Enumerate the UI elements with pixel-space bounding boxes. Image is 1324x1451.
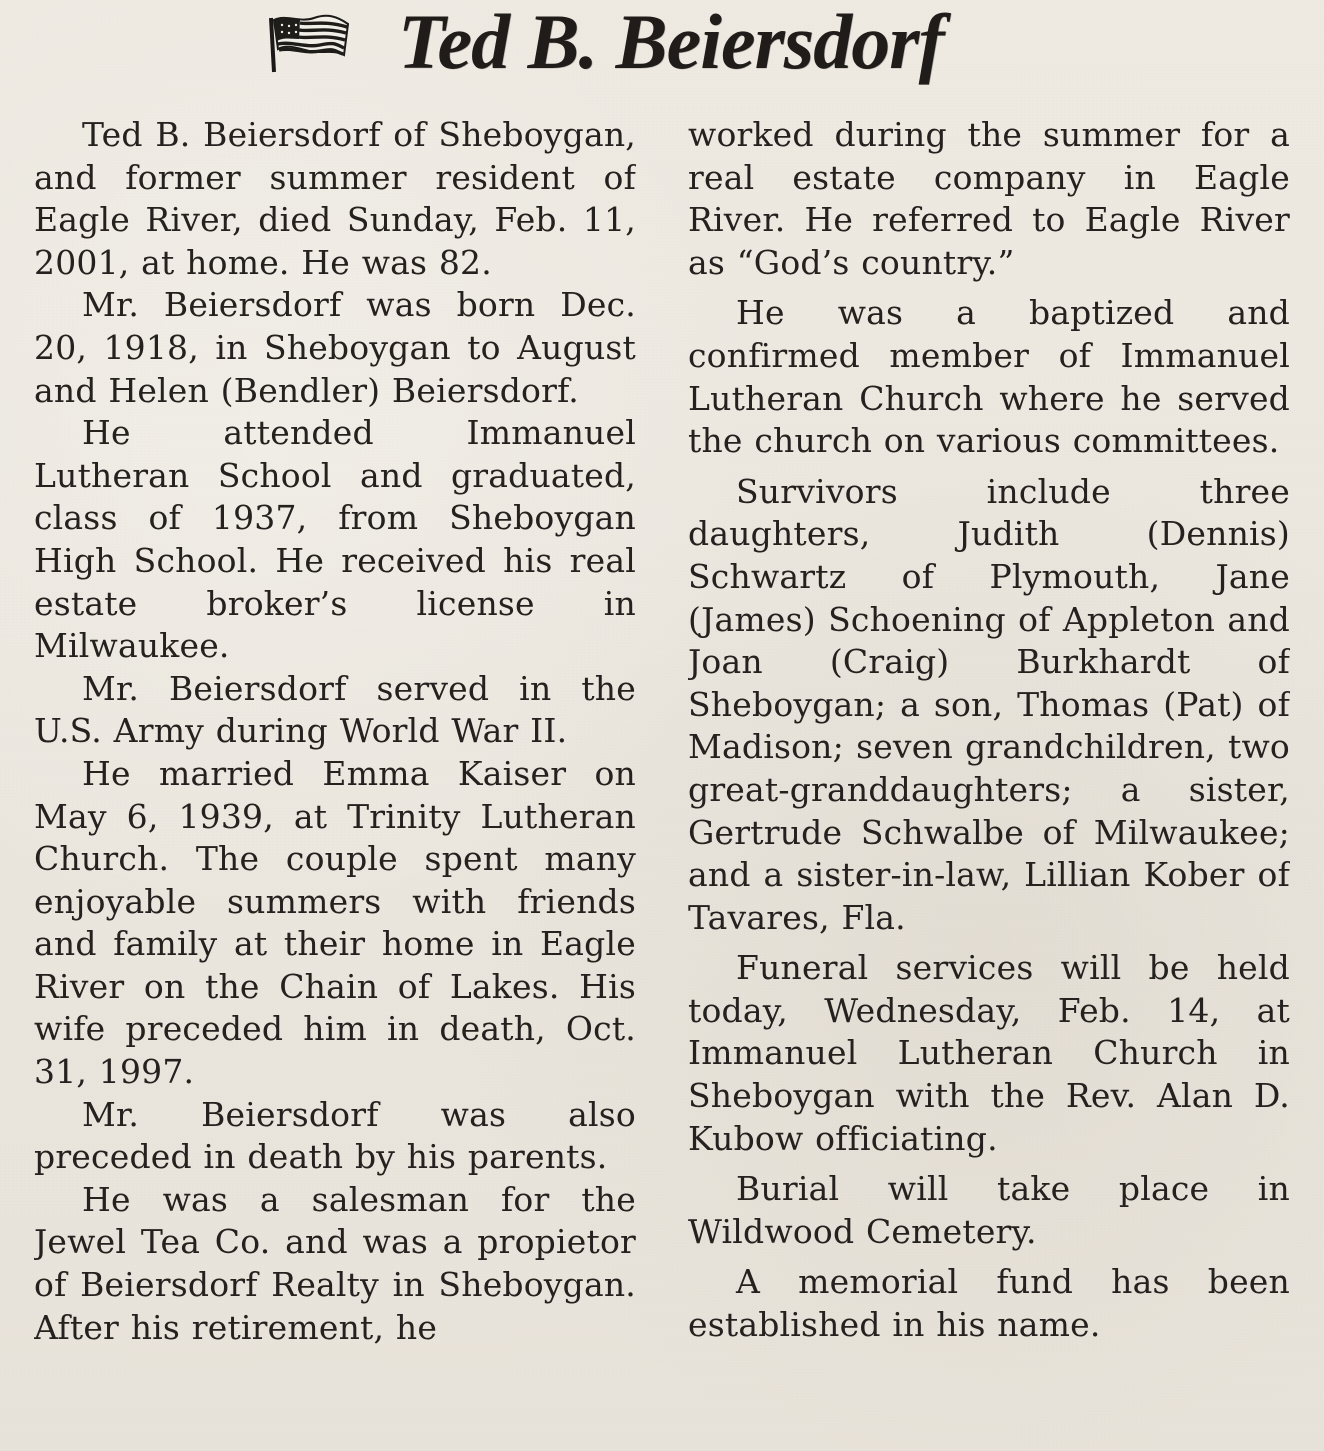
obituary-paragraph: He attended Immanuel Lutheran School and graduated, class of 1937, from Sheboygan High School. He received his real estate broker’s license in Milwaukee. — [34, 413, 636, 666]
obituary-title: Ted B. Beiersdorf — [398, 0, 944, 85]
obituary-paragraph: Ted B. Beiersdorf of Sheboygan, and former summer resident of Eagle River, died Sunday, Feb. 11, 2001, at home. He was 82. — [34, 115, 636, 282]
obituary-paragraph: Mr. Beiersdorf served in the U.S. Army during World War II. — [34, 668, 636, 751]
obituary-header — [0, 0, 1324, 105]
obituary-paragraph: He was a salesman for the Jewel Tea Co. and was a propietor of Beiersdorf Realty in Sheboygan. After his retirement, he — [34, 1179, 636, 1347]
obituary-paragraph: Burial will take place in Wildwood Cemetery. — [688, 1169, 1290, 1251]
obituary-paragraph: He was a baptized and confirmed member of Immanuel Lutheran Church where he served the church on various committees. — [688, 293, 1290, 461]
obituary-paragraph: Mr. Beiersdorf was born Dec. 20, 1918, in Sheboygan to August and Helen (Bendler) Beiersdorf. — [34, 285, 636, 410]
obituary-paragraph: Funeral services will be held today, Wednesday, Feb. 14, at Immanuel Lutheran Church in Sheboygan with the Rev. Alan D. Kubow officiating. — [688, 948, 1290, 1158]
left-text-column — [34, 114, 636, 1434]
obituary-paragraph: A memorial fund has been established in his name. — [688, 1262, 1290, 1345]
obituary-paragraph: Survivors include three daughters, Judith (Dennis) Schwartz of Plymouth, Jane (James) Schoening of Appleton and Joan (Craig) Burkhardt of Sheboygan; a son, Thomas (Pat) of Madison; seven grandchildren, two great-granddaughters; a sister, Gertrude Schwalbe of Milwaukee; and a sister-in-law, Lillian Kober of Tavares, Fla. — [688, 471, 1290, 937]
obituary-paragraph: worked during the summer for a real estate company in Eagle River. He referred to Eagle River as “God’s country.” — [688, 115, 1290, 282]
right-text-column — [688, 114, 1290, 1434]
obituary-paragraph: He married Emma Kaiser on May 6, 1939, at Trinity Lutheran Church. The couple spent many enjoyable summers with friends and family at their home in Eagle River on the Chain of Lakes. His wife preceded him in death, Oct. 31, 1997. — [34, 753, 636, 1092]
obituary-paragraph: Mr. Beiersdorf was also preceded in death by his parents. — [34, 1094, 636, 1177]
american-flag-icon — [266, 10, 354, 74]
